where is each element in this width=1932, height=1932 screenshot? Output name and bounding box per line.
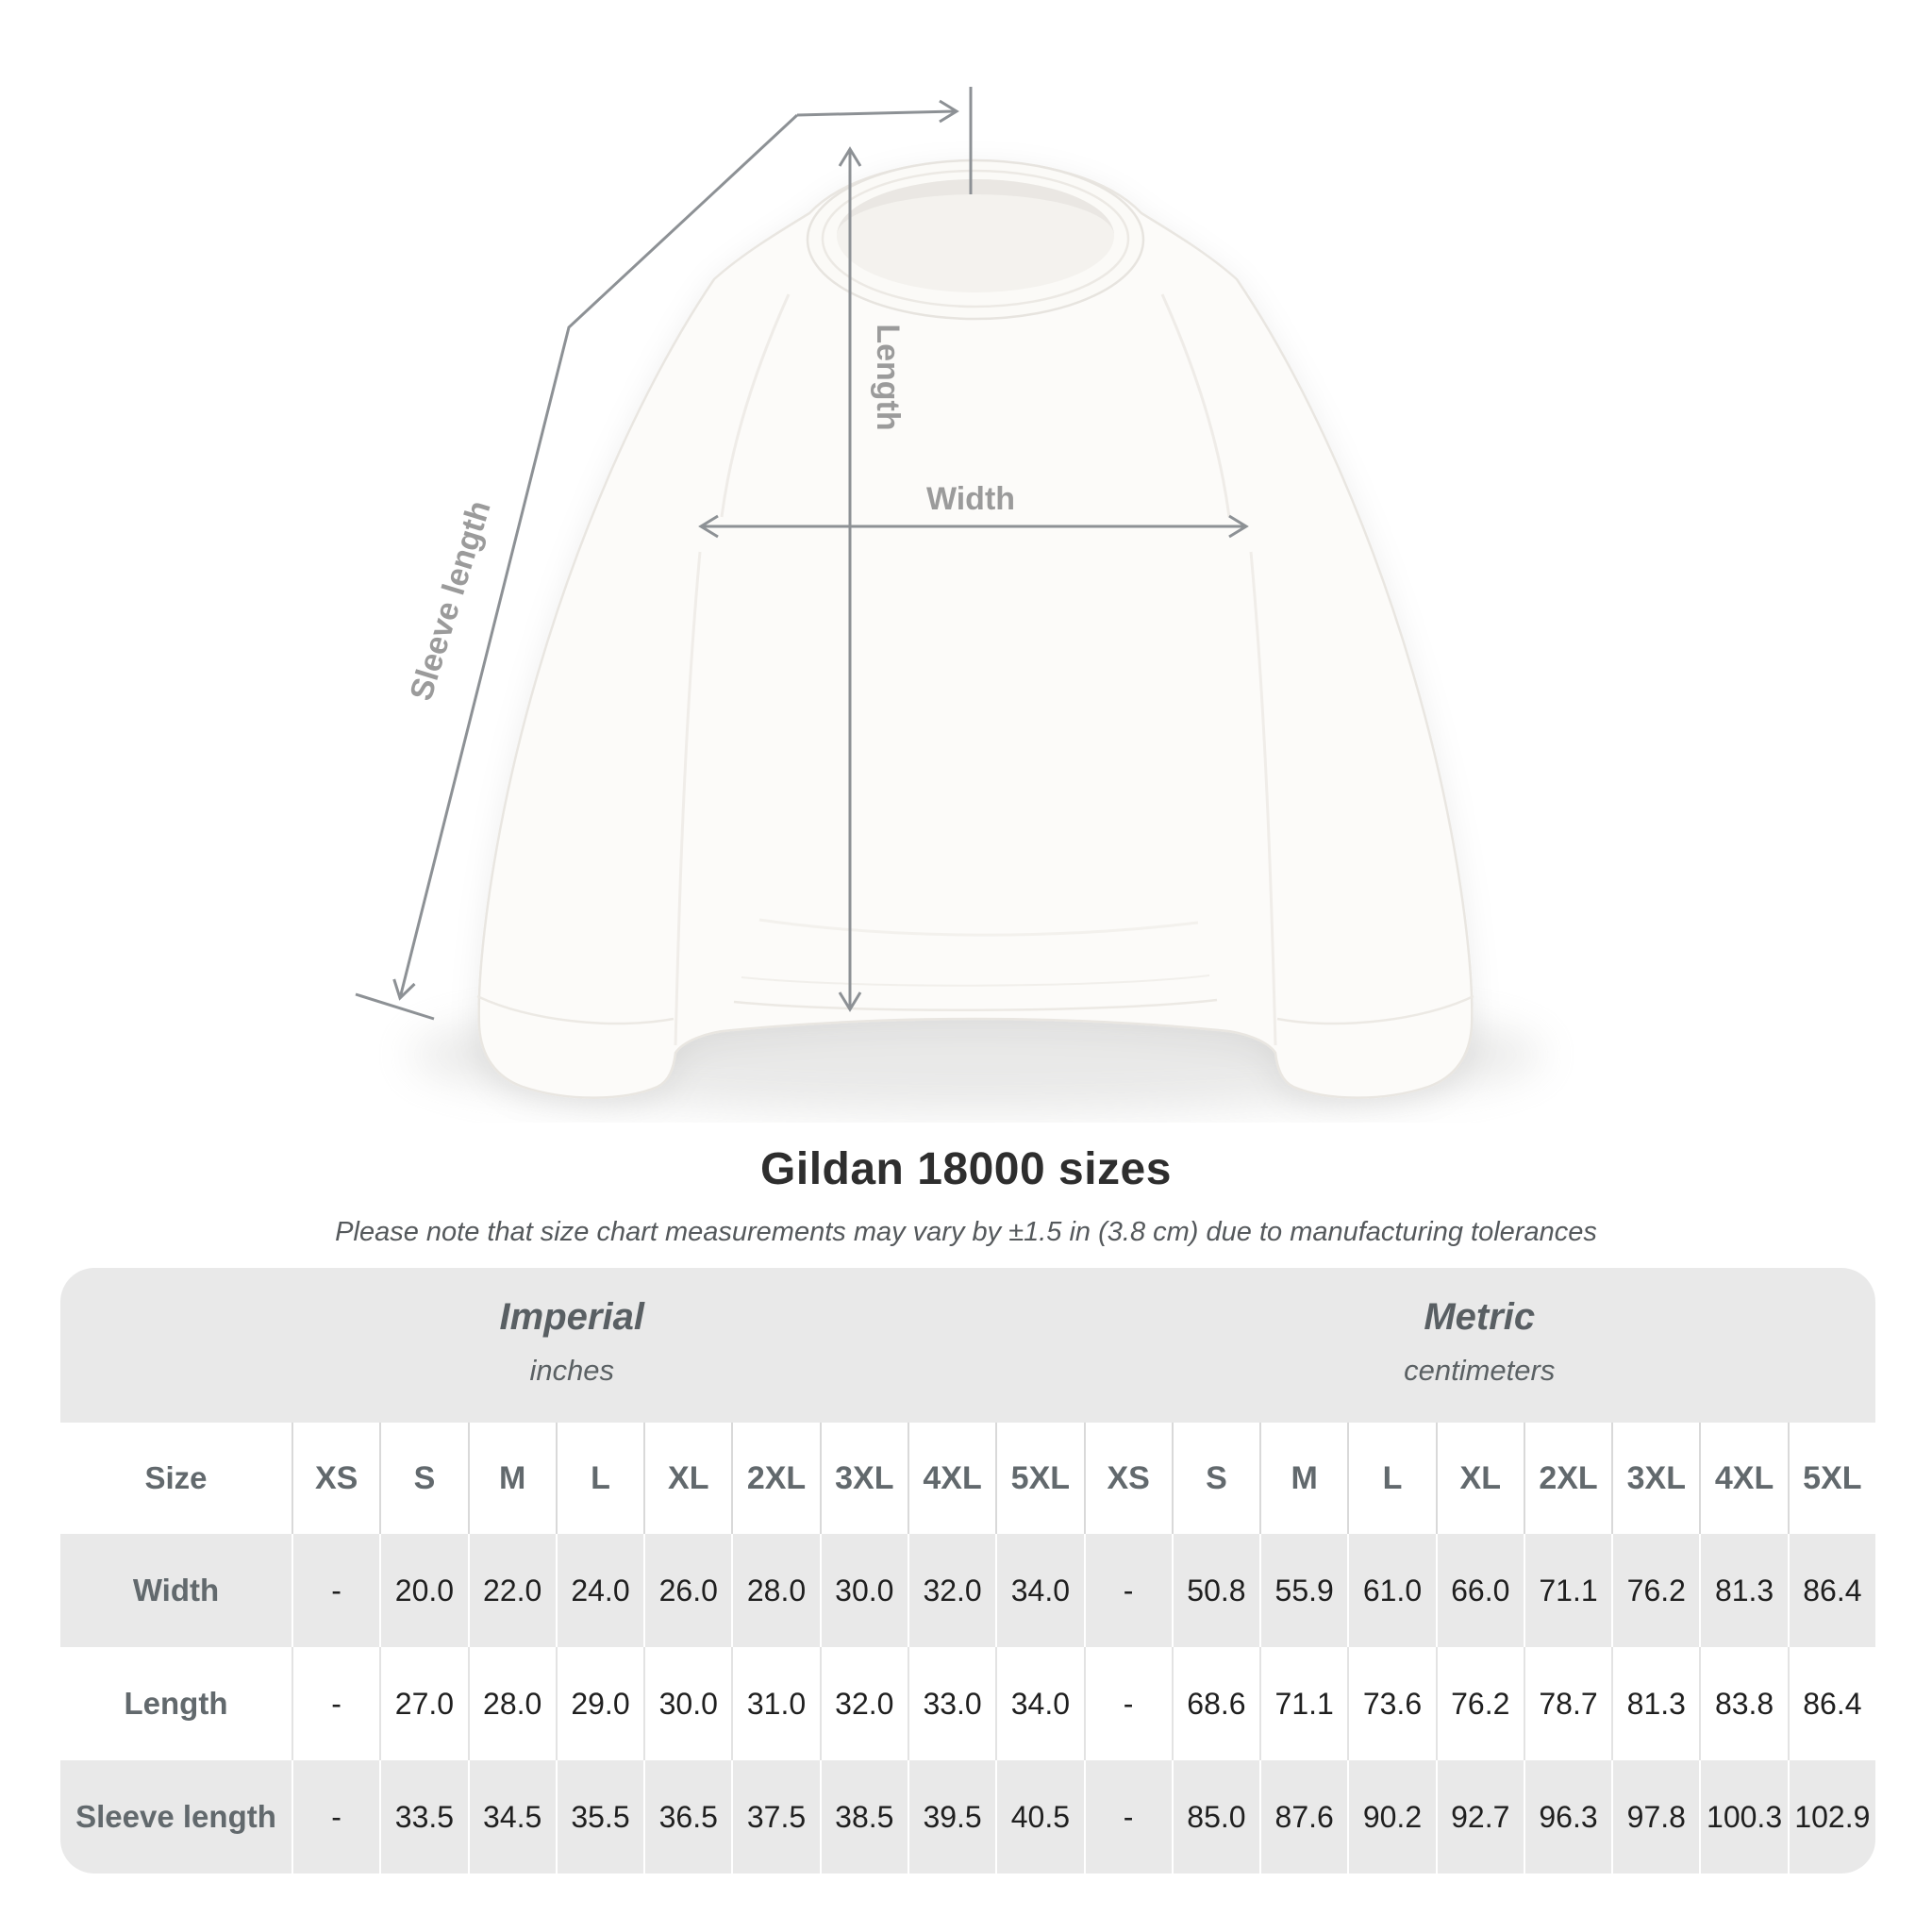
table-cell: 61.0 <box>1347 1534 1435 1647</box>
table-cell: 24.0 <box>556 1534 643 1647</box>
table-cell: 71.1 <box>1259 1647 1347 1760</box>
col-header: XS <box>1084 1423 1172 1534</box>
table-cell: 20.0 <box>379 1534 467 1647</box>
col-header: 4XL <box>908 1423 995 1534</box>
col-header: S <box>379 1423 467 1534</box>
table-cell: 30.0 <box>820 1534 908 1647</box>
table-cell: - <box>1084 1760 1172 1874</box>
col-header: 2XL <box>731 1423 819 1534</box>
table-cell: 76.2 <box>1436 1647 1524 1760</box>
table-cell: 33.5 <box>379 1760 467 1874</box>
row-label-sleeve-length: Sleeve length <box>60 1760 291 1874</box>
col-header: 4XL <box>1699 1423 1787 1534</box>
table-cell: 26.0 <box>643 1534 731 1647</box>
table-cell: - <box>291 1647 379 1760</box>
table-cell: 39.5 <box>908 1760 995 1874</box>
table-cell: 22.0 <box>468 1534 556 1647</box>
length-label: Length <box>870 324 906 431</box>
sleeve-length-label: Sleeve length <box>403 496 498 706</box>
table-cell: 27.0 <box>379 1647 467 1760</box>
table-cell: 66.0 <box>1436 1534 1524 1647</box>
tolerance-note: Please note that size chart measurements may vary by ±1.5 in (3.8 cm) due to manufacturing tolerances <box>335 1217 1597 1247</box>
col-header: 2XL <box>1524 1423 1611 1534</box>
col-header: XS <box>291 1423 379 1534</box>
col-header: L <box>1347 1423 1435 1534</box>
table-cell: 34.5 <box>468 1760 556 1874</box>
col-header: 3XL <box>820 1423 908 1534</box>
table-cell: 55.9 <box>1259 1534 1347 1647</box>
table-cell: 35.5 <box>556 1760 643 1874</box>
row-label-length: Length <box>60 1647 291 1760</box>
col-header: M <box>468 1423 556 1534</box>
table-cell: 73.6 <box>1347 1647 1435 1760</box>
table-cell: 38.5 <box>820 1760 908 1874</box>
table-cell: 28.0 <box>731 1534 819 1647</box>
table-cell: 71.1 <box>1524 1534 1611 1647</box>
table-cell: 37.5 <box>731 1760 819 1874</box>
size-corner-header: Size <box>60 1423 291 1534</box>
metric-group-unit: centimeters <box>1404 1354 1556 1387</box>
table-cell: 100.3 <box>1699 1760 1787 1874</box>
col-header: 3XL <box>1611 1423 1699 1534</box>
col-header: XL <box>1436 1423 1524 1534</box>
table-cell: 29.0 <box>556 1647 643 1760</box>
table-cell: 86.4 <box>1788 1534 1875 1647</box>
table-cell: 32.0 <box>908 1534 995 1647</box>
table-cell: 76.2 <box>1611 1534 1699 1647</box>
table-cell: 102.9 <box>1788 1760 1875 1874</box>
table-cell: 68.6 <box>1172 1647 1259 1760</box>
imperial-group-name: Imperial <box>499 1296 644 1338</box>
imperial-group-unit: inches <box>529 1354 615 1387</box>
table-cell: 81.3 <box>1611 1647 1699 1760</box>
table-cell: 34.0 <box>995 1534 1083 1647</box>
size-table <box>60 1268 1875 1874</box>
col-header: M <box>1259 1423 1347 1534</box>
table-cell: 31.0 <box>731 1647 819 1760</box>
col-header: XL <box>643 1423 731 1534</box>
table-cell: 78.7 <box>1524 1647 1611 1760</box>
table-cell: 90.2 <box>1347 1760 1435 1874</box>
table-cell: 32.0 <box>820 1647 908 1760</box>
metric-group-name: Metric <box>1424 1296 1536 1338</box>
table-cell: 87.6 <box>1259 1760 1347 1874</box>
col-header: S <box>1172 1423 1259 1534</box>
table-cell: 36.5 <box>643 1760 731 1874</box>
table-cell: - <box>1084 1647 1172 1760</box>
metric-group-header <box>1084 1268 1876 1423</box>
table-cell: 33.0 <box>908 1647 995 1760</box>
table-cell: 96.3 <box>1524 1760 1611 1874</box>
table-cell: 85.0 <box>1172 1760 1259 1874</box>
table-cell: 81.3 <box>1699 1534 1787 1647</box>
col-header: L <box>556 1423 643 1534</box>
table-cell: - <box>291 1760 379 1874</box>
table-cell: - <box>1084 1534 1172 1647</box>
table-cell: 40.5 <box>995 1760 1083 1874</box>
row-label-width: Width <box>60 1534 291 1647</box>
sweatshirt-illustration <box>477 160 1474 1098</box>
table-cell: 83.8 <box>1699 1647 1787 1760</box>
imperial-group-header <box>60 1268 1084 1423</box>
table-cell: - <box>291 1534 379 1647</box>
table-cell: 86.4 <box>1788 1647 1875 1760</box>
page-title: Gildan 18000 sizes <box>760 1144 1172 1194</box>
table-cell: 50.8 <box>1172 1534 1259 1647</box>
width-label: Width <box>925 481 1016 517</box>
table-cell: 34.0 <box>995 1647 1083 1760</box>
col-header: 5XL <box>995 1423 1083 1534</box>
table-cell: 30.0 <box>643 1647 731 1760</box>
col-header: 5XL <box>1788 1423 1875 1534</box>
table-cell: 92.7 <box>1436 1760 1524 1874</box>
table-cell: 28.0 <box>468 1647 556 1760</box>
table-cell: 97.8 <box>1611 1760 1699 1874</box>
